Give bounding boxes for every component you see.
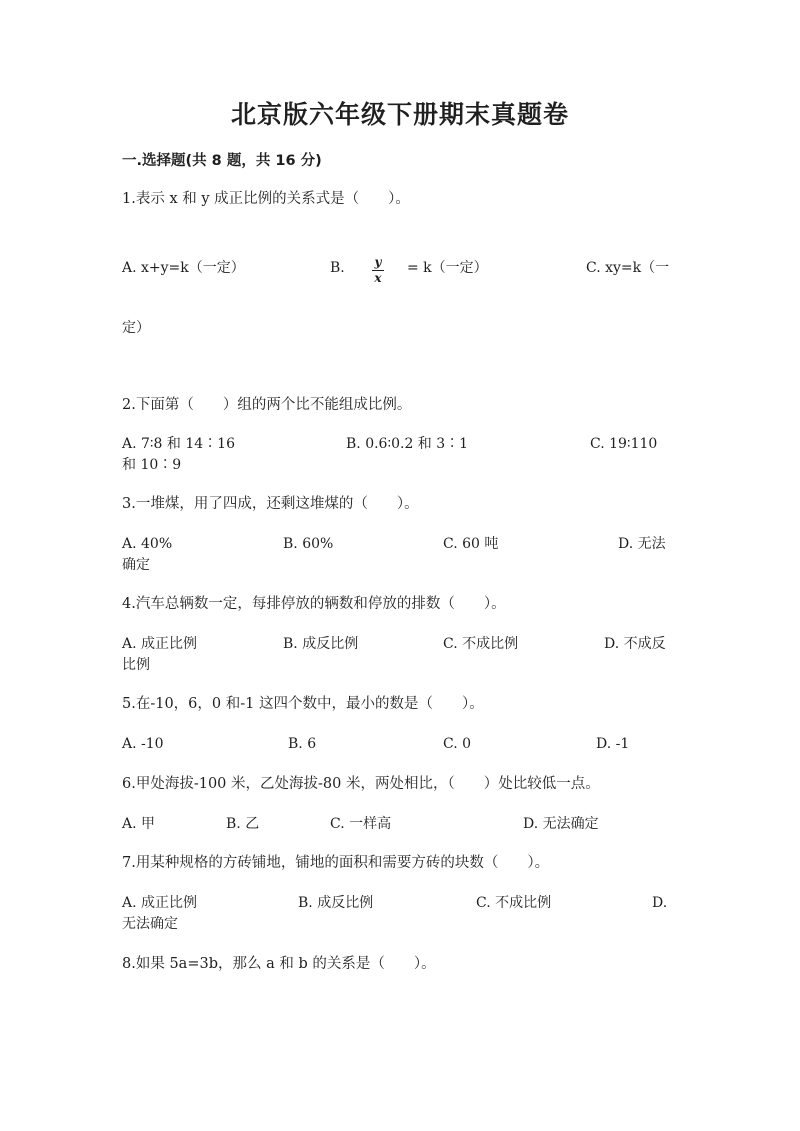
question-2-option-b: B. 0.6∶0.2 和 3∶1 xyxy=(346,436,469,452)
question-5-option-a: A. -10 xyxy=(122,736,164,752)
question-5-option-b: B. 6 xyxy=(288,736,317,752)
question-4-option-d-continued: 比例 xyxy=(122,657,150,673)
question-4-option-d: D. 不成反 xyxy=(604,636,666,652)
question-1-option-c: C. xy=k（一 xyxy=(586,260,670,276)
question-1-option-a: A. x+y=k（一定） xyxy=(122,260,245,276)
section-heading: 一.选择题(共 8 题，共 16 分) xyxy=(122,153,322,169)
question-7-option-d: D. xyxy=(652,895,668,911)
question-4-option-c: C. 不成比例 xyxy=(443,636,519,652)
question-3-option-d-continued: 确定 xyxy=(122,557,150,573)
question-3-option-a: A. 40% xyxy=(122,536,173,552)
question-6-option-c: C. 一样高 xyxy=(330,816,392,832)
question-1-option-b-text: = k（一定） xyxy=(407,260,488,276)
question-2-option-a: A. 7∶8 和 14∶16 xyxy=(122,436,235,452)
question-7-option-b: B. 成反比例 xyxy=(298,895,374,911)
question-6-stem: 6.甲处海拔-100 米，乙处海拔-80 米，两处相比，（ ）处比较低一点。 xyxy=(122,776,600,792)
question-7-stem: 7.用某种规格的方砖铺地，铺地的面积和需要方砖的块数（ ）。 xyxy=(122,855,550,871)
question-3-option-b: B. 60% xyxy=(283,536,334,552)
question-1-option-c-continued: 定） xyxy=(122,320,150,336)
question-4-option-b: B. 成反比例 xyxy=(283,636,359,652)
question-7-option-d-continued: 无法确定 xyxy=(122,916,178,932)
question-2-stem: 2.下面第（ ）组的两个比不能组成比例。 xyxy=(122,397,412,413)
question-5-option-d: D. -1 xyxy=(596,736,630,752)
fraction-numerator: y xyxy=(374,255,382,269)
question-1-option-b-label: B. xyxy=(330,260,345,276)
question-3-stem: 3.一堆煤，用了四成，还剩这堆煤的（ ）。 xyxy=(122,496,419,512)
question-2-option-c: C. 19∶110 xyxy=(590,436,658,452)
fraction-denominator: x xyxy=(374,271,382,285)
question-3-option-d: D. 无法 xyxy=(618,536,666,552)
question-1-stem: 1.表示 x 和 y 成正比例的关系式是（ ）。 xyxy=(122,191,410,207)
question-6-option-d: D. 无法确定 xyxy=(523,816,599,832)
question-3-option-c: C. 60 吨 xyxy=(443,536,499,552)
question-7-option-c: C. 不成比例 xyxy=(476,895,552,911)
question-2-option-c-continued: 和 10∶9 xyxy=(122,457,182,473)
question-1-option-b-fraction xyxy=(372,256,384,285)
question-6-option-a: A. 甲 xyxy=(122,816,156,832)
question-5-option-c: C. 0 xyxy=(443,736,472,752)
question-7-option-a: A. 成正比例 xyxy=(122,895,198,911)
question-8-stem: 8.如果 5a=3b，那么 a 和 b 的关系是（ ）。 xyxy=(122,956,436,972)
question-5-stem: 5.在-10，6，0 和-1 这四个数中，最小的数是（ ）。 xyxy=(122,696,484,712)
question-4-option-a: A. 成正比例 xyxy=(122,636,198,652)
question-6-option-b: B. 乙 xyxy=(226,816,260,832)
page-title: 北京版六年级下册期末真题卷 xyxy=(230,100,569,129)
question-4-stem: 4.汽车总辆数一定，每排停放的辆数和停放的排数（ ）。 xyxy=(122,596,506,612)
